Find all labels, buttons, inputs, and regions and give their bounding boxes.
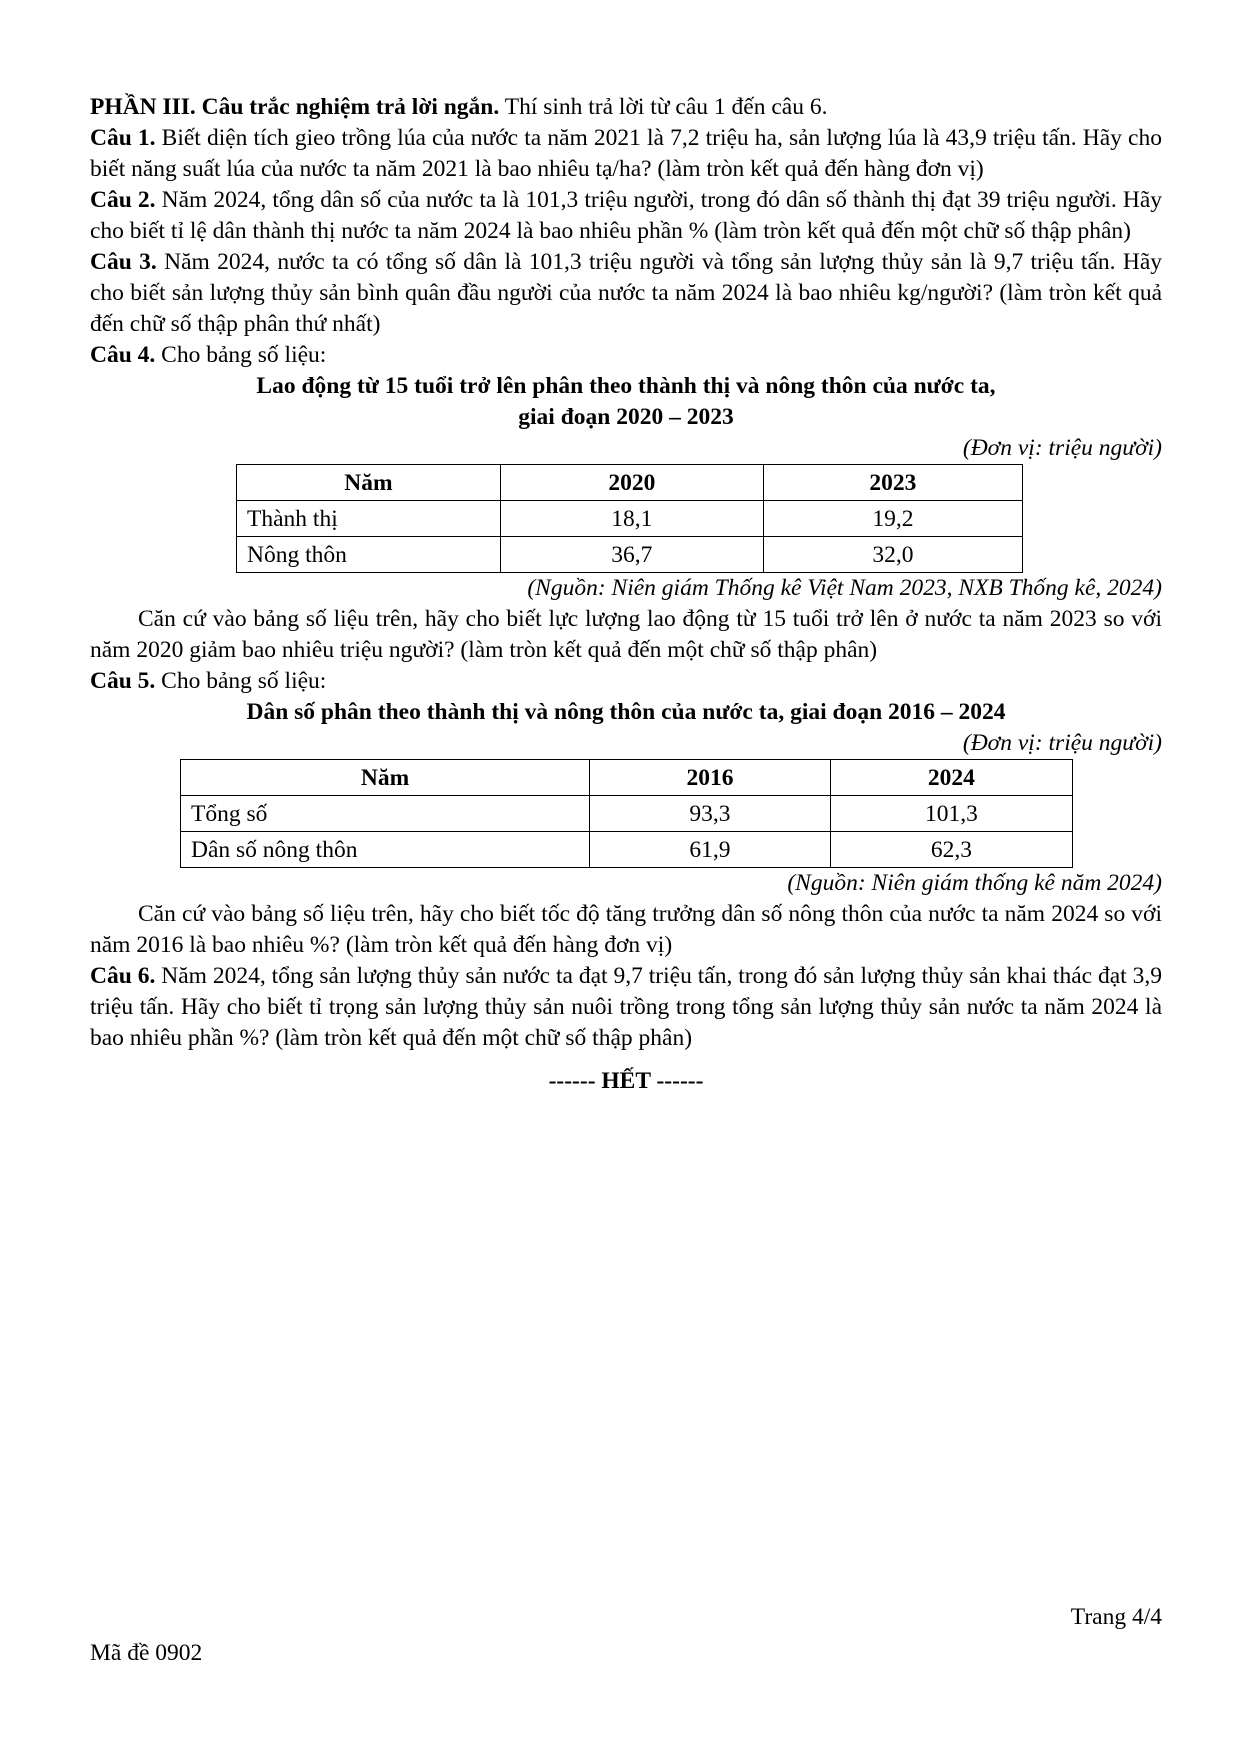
- table-header-cell: 2023: [763, 465, 1022, 501]
- table-cell: 36,7: [500, 537, 763, 573]
- end-marker: ------ HẾT ------: [548, 1068, 704, 1094]
- section-header: [90, 92, 1162, 123]
- section-instruction: Thí sinh trả lời từ câu 1 đến câu 6.: [499, 94, 828, 120]
- table-cell: Nông thôn: [237, 537, 501, 573]
- question-1: [90, 123, 1162, 185]
- table-header-row: [181, 760, 1073, 796]
- table-cell: 93,3: [590, 796, 831, 832]
- table-header-cell: 2020: [500, 465, 763, 501]
- table2-source: (Nguồn: Niên giám thống kê năm 2024): [787, 870, 1162, 896]
- table1-caption-line1: Lao động từ 15 tuổi trở lên phân theo thành thị và nông thôn của nước ta,: [256, 373, 996, 399]
- table-cell: 61,9: [590, 832, 831, 868]
- question-text: Năm 2024, nước ta có tổng số dân là 101,3 triệu người và tổng sản lượng thủy sản là 9,7 triệu tấn. Hãy cho biết sản lượng thủy sản bình quân đầu người của nước ta năm 2024 là bao nhiêu kg/người? (làm tròn kết quả đến chữ số thập phân thứ nhất): [90, 249, 1163, 337]
- table-row: [237, 501, 1023, 537]
- table1: [236, 464, 1023, 573]
- table2-caption: Dân số phân theo thành thị và nông thôn của nước ta, giai đoạn 2016 – 2024: [246, 699, 1006, 725]
- question-label: Câu 1.: [90, 125, 156, 151]
- page-number: Trang 4/4: [1070, 1604, 1162, 1630]
- table-row: [181, 796, 1073, 832]
- question-label: Câu 2.: [90, 187, 156, 213]
- question-text: Năm 2024, tổng dân số của nước ta là 101,3 triệu người, trong đó dân số thành thị đạt 39 triệu người. Hãy cho biết tỉ lệ dân thành thị nước ta năm 2024 là bao nhiêu phần % (làm tròn kết quả đến một chữ số thập phân): [90, 187, 1163, 244]
- table1-caption-line2: giai đoạn 2020 – 2023: [518, 404, 734, 430]
- section-title: PHẦN III. Câu trắc nghiệm trả lời ngắn.: [90, 94, 500, 120]
- exam-page: [90, 92, 1162, 1097]
- question-text: Cho bảng số liệu:: [155, 668, 327, 694]
- table1-unit: (Đơn vị: triệu người): [962, 435, 1162, 461]
- table-header-cell: 2024: [830, 760, 1072, 796]
- table-cell: Thành thị: [237, 501, 501, 537]
- table-row: [237, 537, 1023, 573]
- question-4: [90, 340, 1162, 371]
- question-label: Câu 6.: [90, 963, 156, 989]
- table-header-cell: Năm: [237, 465, 501, 501]
- table-cell: Tổng số: [181, 796, 590, 832]
- question-2: [90, 185, 1162, 247]
- table1-question: Căn cứ vào bảng số liệu trên, hãy cho biết lực lượng lao động từ 15 tuổi trở lên ở nước ta năm 2023 so với năm 2020 giảm bao nhiêu triệu người? (làm tròn kết quả đến một chữ số thập phân): [90, 606, 1162, 663]
- table-cell: 19,2: [763, 501, 1022, 537]
- table-row: [181, 832, 1073, 868]
- exam-code: Mã đề 0902: [90, 1640, 203, 1666]
- question-text: Cho bảng số liệu:: [155, 342, 327, 368]
- table-cell: Dân số nông thôn: [181, 832, 590, 868]
- question-6: [90, 961, 1162, 1054]
- question-text: Năm 2024, tổng sản lượng thủy sản nước ta đạt 9,7 triệu tấn, trong đó sản lượng thủy sản khai thác đạt 3,9 triệu tấn. Hãy cho biết tỉ trọng sản lượng thủy sản nuôi trồng trong tổng sản lượng thủy sản nước ta năm 2024 là bao nhiêu phần %? (làm tròn kết quả đến một chữ số thập phân): [90, 963, 1162, 1051]
- table2: [180, 759, 1073, 868]
- question-label: Câu 3.: [90, 249, 157, 275]
- question-label: Câu 4.: [90, 342, 156, 368]
- question-3: [90, 247, 1162, 340]
- table2-question: Căn cứ vào bảng số liệu trên, hãy cho biết tốc độ tăng trưởng dân số nông thôn của nước ta năm 2024 so với năm 2016 là bao nhiêu %? (làm tròn kết quả đến hàng đơn vị): [90, 901, 1162, 958]
- question-label: Câu 5.: [90, 668, 156, 694]
- table-header-cell: 2016: [590, 760, 831, 796]
- table-cell: 62,3: [830, 832, 1072, 868]
- table-header-row: [237, 465, 1023, 501]
- table-cell: 32,0: [763, 537, 1022, 573]
- table2-unit: (Đơn vị: triệu người): [962, 730, 1162, 756]
- table-header-cell: Năm: [181, 760, 590, 796]
- question-text: Biết diện tích gieo trồng lúa của nước ta năm 2021 là 7,2 triệu ha, sản lượng lúa là 43,9 triệu tấn. Hãy cho biết năng suất lúa của nước ta năm 2021 là bao nhiêu tạ/ha? (làm tròn kết quả đến hàng đơn vị): [90, 125, 1162, 182]
- question-5: [90, 666, 1162, 697]
- table-cell: 101,3: [830, 796, 1072, 832]
- table-cell: 18,1: [500, 501, 763, 537]
- table1-source: (Nguồn: Niên giám Thống kê Việt Nam 2023, NXB Thống kê, 2024): [527, 575, 1162, 601]
